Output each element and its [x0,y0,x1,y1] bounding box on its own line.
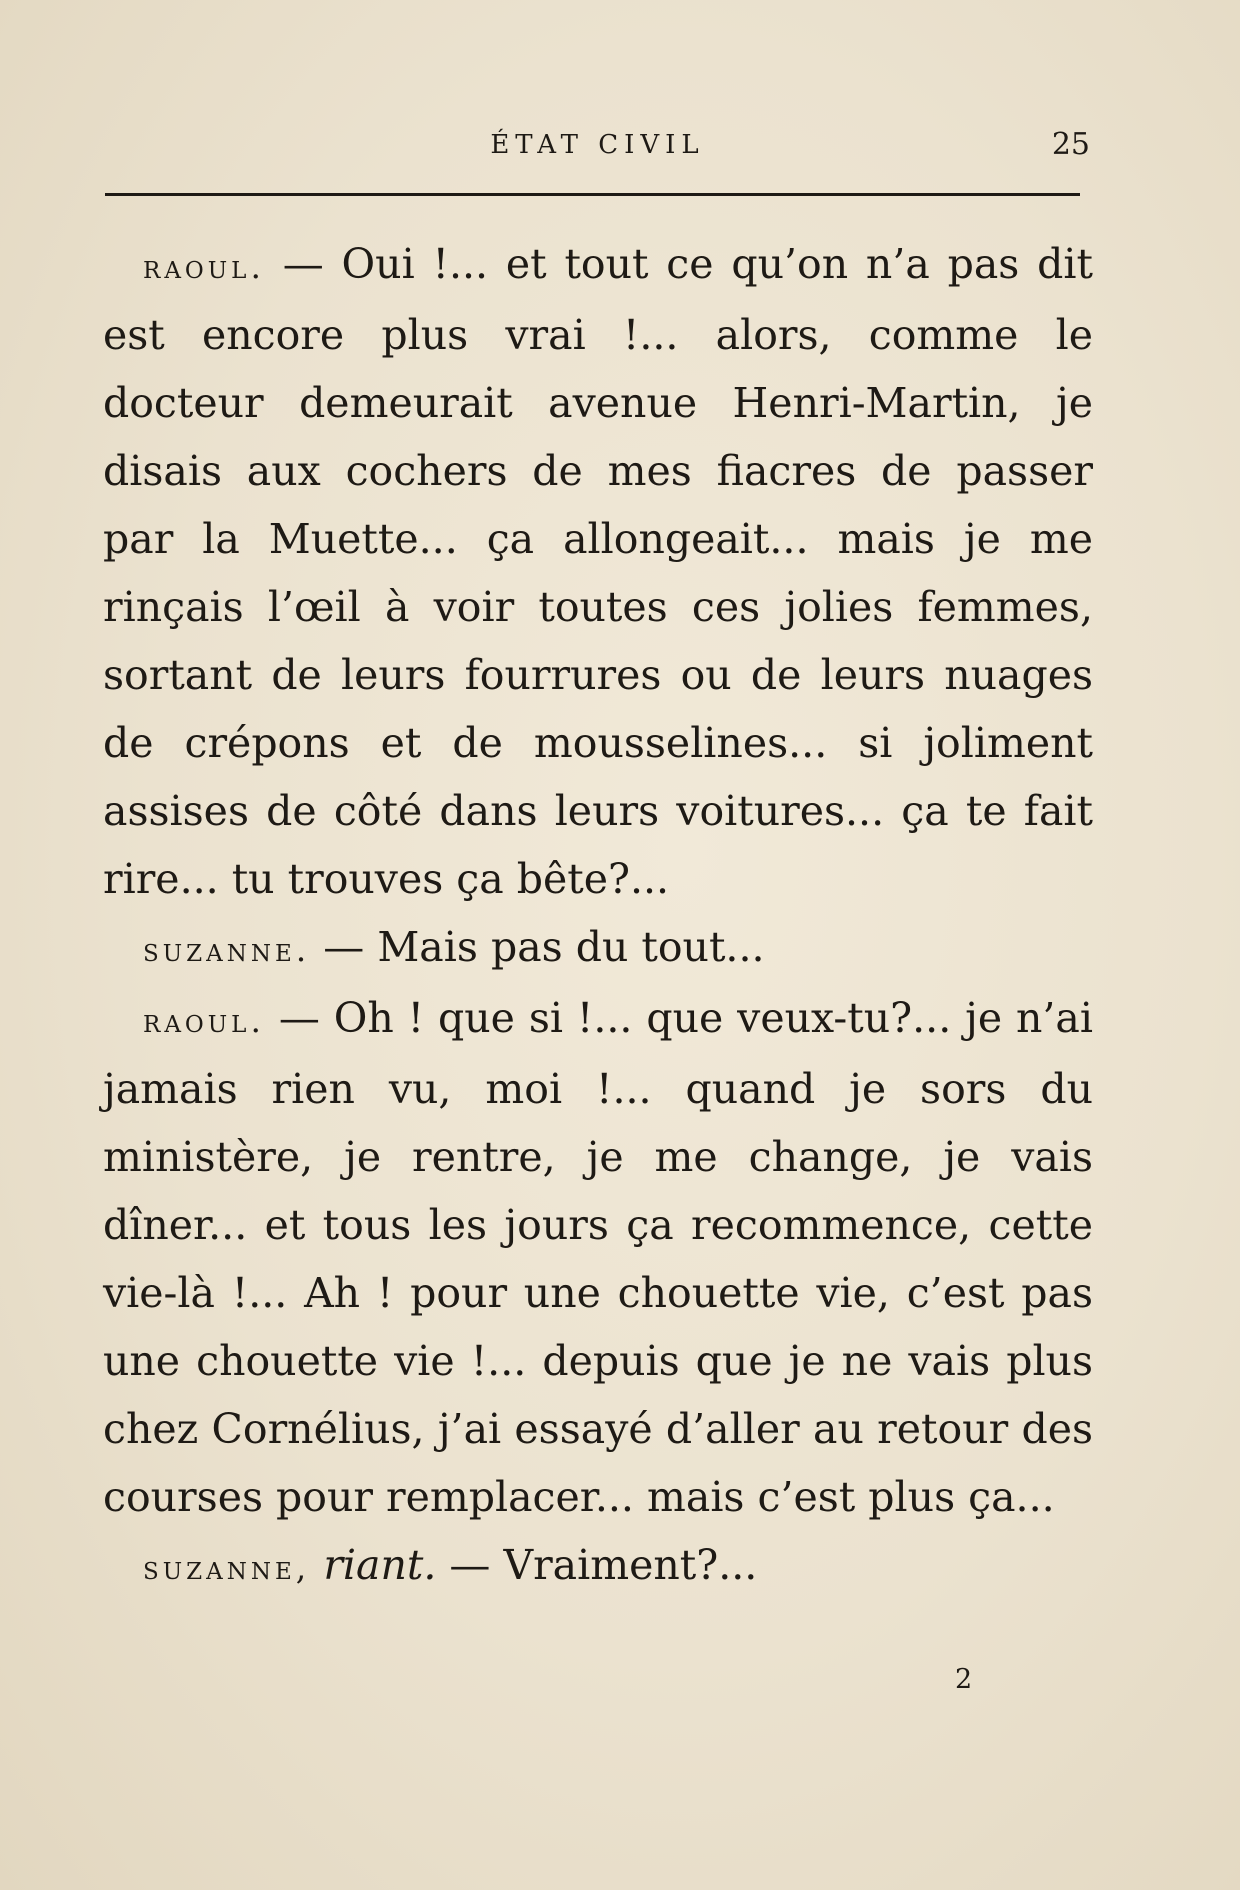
paragraph-text: — Oui !... et tout ce qu’on n’a pas dit est encore plus vrai !... alors, comme le docteur demeurait avenue Henri-Martin, je disais aux cochers de mes fiacres de passer par la Muette... ça allongeait... mais je me rinçais l’œil à voir toutes ces jolies femmes, sortant de leurs fourrures ou de leurs nuages de crépons et de mousselines... si joliment assises de côté dans leurs voitures... ça te fait rire... tu trouves ça bête?... [103,240,1093,903]
signature-mark: 2 [955,1664,973,1695]
running-head [105,120,1090,170]
paragraph [103,1531,1093,1602]
page-number: 25 [1051,127,1090,162]
header-rule [105,193,1080,196]
stage-direction: riant. [323,1541,437,1589]
speaker-name: suzanne, [143,1548,311,1587]
paragraph [103,984,1093,1531]
speaker-name: suzanne. [143,930,311,969]
speaker-name: raoul. [143,1001,265,1040]
paragraph-text: — Mais pas du tout... [310,923,765,971]
paragraph [103,913,1093,984]
paragraph [103,230,1093,913]
speaker-name: raoul. [143,247,265,286]
dialogue-text [103,230,1093,1602]
paragraph-text: — Vraiment?... [436,1541,758,1589]
paragraph-text: — Oh ! que si !... que veux-tu?... je n’ai jamais rien vu, moi !... quand je sors du ministère, je rentre, je me change, je vais dîner... et tous les jours ça recommence, cette vie-là !... Ah ! pour une chouette vie, c’est pas une chouette vie !... depuis que je ne vais plus chez Cornélius, j’ai essayé d’aller au retour des courses pour remplacer... mais c’est plus ça... [103,994,1093,1521]
running-title: ÉTAT CIVIL [490,130,705,160]
